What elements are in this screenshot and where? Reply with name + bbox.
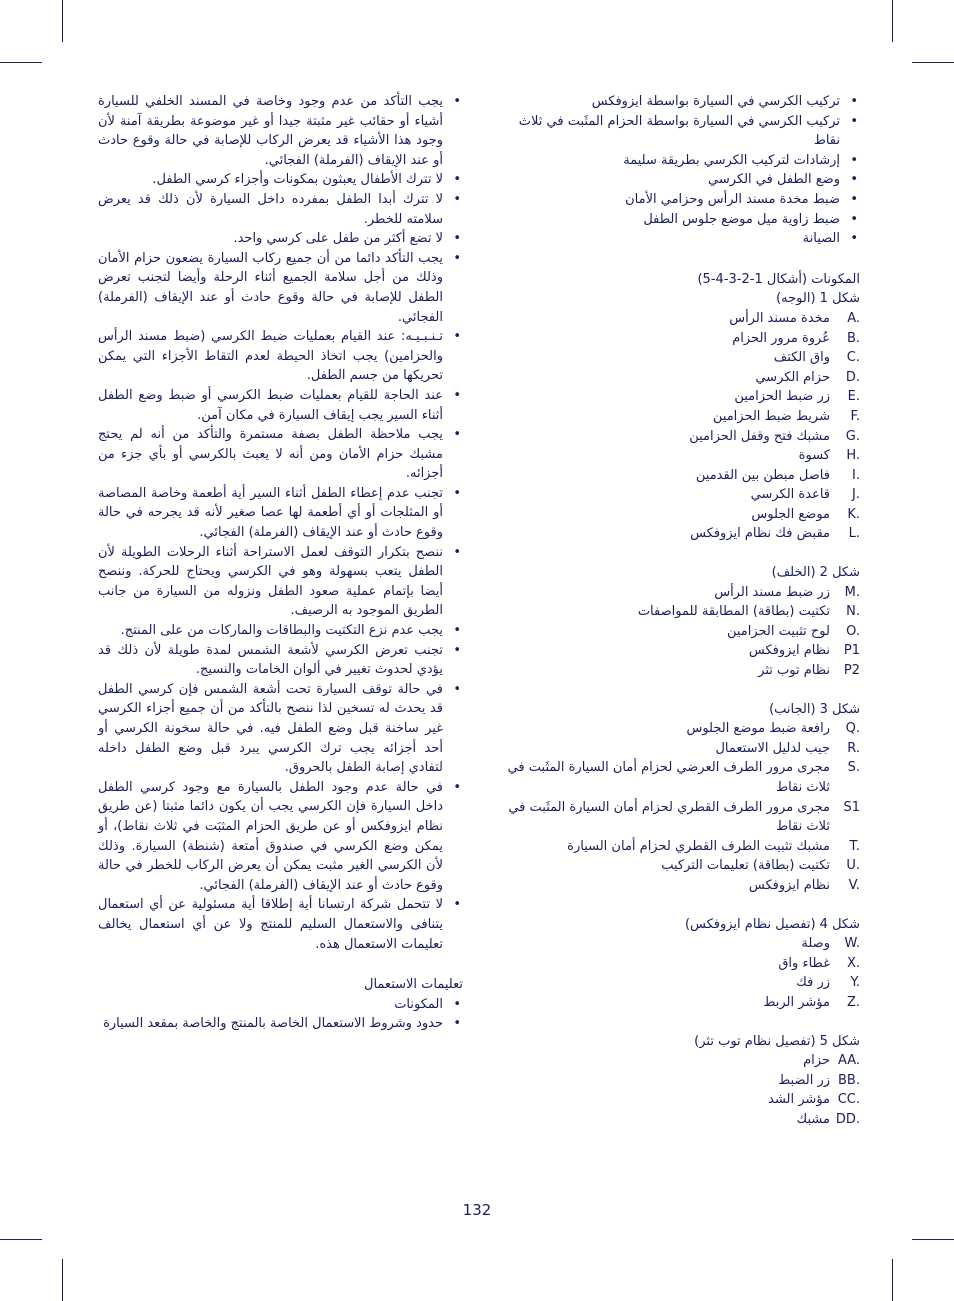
warning-item: • ننصح بتكرار التوقف لعمل الاستراحة أثناء الرحلات الطويلة لأن الطفل يتعب بسهولة وهو في الكرسي ويحتاج للحركة. وننصح أيضا بإتمام عملية صعود الطفل ونزوله من السيارة من جانب الطريق الموجود به الرصيف. xyxy=(98,543,463,621)
warning-item: • في حالة توقف السيارة تحت أشعة الشمس فإن كرسي الطفل قد يحدث له تسخين لذا ننصح بالتأكد من أن جميع أجزاء الكرسي غير ساخنة قبل وضع الطفل فيه. في حالة سخونة الكرسي أو أحد أجزائه يجب ترك الكرسي يبرد قبل وضع الطفل داخله لتفادي إصابة الطفل بالحروق. xyxy=(98,680,463,778)
component-text: نظام ايزوفكس xyxy=(748,643,830,659)
component-text: مشبك تثبيت الطرف القطري لحزام أمان السيارة xyxy=(567,838,830,854)
component-item xyxy=(495,602,860,622)
component-text: زر ضبط الحزامين xyxy=(734,389,830,405)
component-text: تكتيت (بطاقة) تعليمات التركيب xyxy=(661,858,830,874)
component-label: N. xyxy=(846,604,860,620)
component-label: A. xyxy=(847,310,860,326)
component-text: زر فك xyxy=(796,975,830,991)
warning-item: • تجنب تعرض الكرسي لأشعة الشمس لمدة طويلة لأن ذلك قد يؤدي لحدوث تغيير في ألوان الخامات والنسيج. xyxy=(98,641,463,680)
component-label: M. xyxy=(844,584,860,600)
component-text: وصلة xyxy=(801,936,830,952)
contents-item: • ضبط مخدة مسند الرأس وحزامي الأمان xyxy=(495,190,860,210)
figure-title: شكل 3 (الجانب) xyxy=(769,701,860,717)
contents-list xyxy=(495,92,860,249)
component-item xyxy=(495,758,860,797)
usage-item: • حدود وشروط الاستعمال الخاصة بالمنتج والخاصة بمقعد السيارة xyxy=(98,1014,463,1034)
component-label: S1 xyxy=(843,799,860,815)
figure-section xyxy=(495,289,860,544)
component-label: U. xyxy=(846,858,860,874)
usage-item: • المكونات xyxy=(98,995,463,1015)
component-label: T. xyxy=(849,838,860,854)
figure-section xyxy=(495,915,860,1013)
component-item xyxy=(495,505,860,525)
component-item xyxy=(495,329,860,349)
component-label: CC. xyxy=(837,1092,860,1108)
warning-item: • لا تتحمل شركة ارتسانا أية إطلاقا أية مسئولية عن أي استعمال يتنافى والاستعمال السليم للمنتج ولا عن أي استعمال يخالف تعليمات الاستعمال هذه. xyxy=(98,895,463,954)
component-text: مجرى مرور الطرف العرضي لحزام أمان السيارة المثَبت في ثلاث نقاط xyxy=(507,760,830,795)
figure-title: شكل 5 (تفصيل نظام توب تثر) xyxy=(694,1033,860,1049)
component-label: I. xyxy=(852,467,860,483)
component-text: غطاء واق xyxy=(778,955,830,971)
component-label: Y. xyxy=(850,975,860,991)
component-text: تكتيت (بطاقة) المطابقة للمواصفات xyxy=(637,604,830,620)
warning-item: • يجب عدم نزع التكتيت والبطاقات والماركات من على المنتج. xyxy=(98,621,463,641)
crop-mark xyxy=(912,1239,954,1240)
component-label: S. xyxy=(847,760,860,776)
component-item xyxy=(495,427,860,447)
figure-title: شكل 2 (الخلف) xyxy=(771,565,860,581)
component-text: نظام ايزوفكس xyxy=(748,877,830,893)
component-text: لوح تثبيت الحزامين xyxy=(726,623,830,639)
warning-item: • لا تترك الأطفال يعبثون بمكونات وأجزاء كرسي الطفل. xyxy=(98,170,463,190)
component-item xyxy=(495,954,860,974)
component-label: E. xyxy=(847,389,860,405)
component-label: O. xyxy=(846,623,860,639)
component-label: P1 xyxy=(843,643,860,659)
component-text: موضع الجلوس xyxy=(751,506,830,522)
component-label: G. xyxy=(845,428,860,444)
component-label: BB. xyxy=(838,1072,860,1088)
figures-list xyxy=(495,289,860,1129)
component-label: C. xyxy=(846,350,860,366)
component-item xyxy=(495,641,860,661)
component-text: عُروة مرور الحزام xyxy=(732,330,830,346)
figure-title: شكل 4 (تفصيل نظام ايزوفكس) xyxy=(684,916,860,932)
component-item xyxy=(495,1051,860,1071)
warning-item: • لا تترك أبدا الطفل بمفرده داخل السيارة لأن ذلك قد يعرض سلامته للخطر. xyxy=(98,190,463,229)
contents-item: • الصيانة xyxy=(495,229,860,249)
component-text: مجرى مرور الطرف القطري لحزام أمان السيارة المثَبت في ثلاث نقاط xyxy=(508,799,830,835)
component-item xyxy=(495,1110,860,1130)
component-item xyxy=(495,876,860,896)
component-item xyxy=(495,719,860,739)
component-text: مؤشر الشد xyxy=(768,1092,830,1108)
component-item xyxy=(495,622,860,642)
figure-section xyxy=(495,700,860,896)
safety-warnings-list xyxy=(98,92,463,954)
component-item xyxy=(495,661,860,681)
component-item xyxy=(495,934,860,954)
warning-item: • تجنب عدم إعطاء الطفل أثناء السير أية أطعمة وخاصة المصاصة أو المثلجات أو أي أطعمة لها عصا صغير لأنه قد يجرحه في حالة وقوع حادث أو عند الإيقاف (الفرملة) الفجائي. xyxy=(98,484,463,543)
crop-mark xyxy=(912,62,954,63)
crop-mark xyxy=(0,62,42,63)
component-item xyxy=(495,348,860,368)
component-item xyxy=(495,837,860,857)
component-label: P2 xyxy=(843,663,860,679)
usage-heading: تعليمات الاستعمال xyxy=(364,977,463,993)
component-text: مقبض فك نظام ايزوفكس xyxy=(690,526,830,542)
usage-contents-list xyxy=(98,995,463,1034)
warning-item: • لا تضع أكثر من طفل على كرسي واحد. xyxy=(98,229,463,249)
component-item xyxy=(495,524,860,544)
left-column xyxy=(98,92,463,1034)
component-text: زر ضبط مسند الرأس xyxy=(714,584,830,600)
component-item xyxy=(495,739,860,759)
component-item xyxy=(495,583,860,603)
component-item xyxy=(495,446,860,466)
component-text: واق الكتف xyxy=(773,350,830,366)
component-label: F. xyxy=(850,408,860,424)
contents-item: • تركيب الكرسي في السيارة بواسطة الحزام المثَبت في ثلاث نقاط xyxy=(495,112,860,151)
component-text: فاصل مبطن بين القدمين xyxy=(695,467,830,483)
components-heading: المكونات (أشكال 1-2-3-4-5) xyxy=(697,271,860,287)
component-item xyxy=(495,387,860,407)
component-label: Z. xyxy=(846,994,860,1010)
page-number: 132 xyxy=(462,1201,492,1219)
component-label: B. xyxy=(846,330,860,346)
component-item xyxy=(495,309,860,329)
component-text: حزام xyxy=(803,1053,830,1069)
component-text: قاعدة الكرسي xyxy=(750,487,830,503)
crop-mark xyxy=(892,1259,893,1301)
warning-item: • عند الحاجة للقيام بعمليات ضبط الكرسي أو ضبط وضع الطفل أثناء السير يجب إيقاف السيارة في مكان آمن. xyxy=(98,386,463,425)
warning-item: • تـنـبـيـه: عند القيام بعمليات ضبط الكرسي (ضبط مسند الرأس والحزامين) يجب اتخاذ الحيطة لعدم التقاط الأجزاء التي يمكن تحريكها من جسم الطفل. xyxy=(98,327,463,386)
component-text: مؤشر الربط xyxy=(763,994,830,1010)
warning-item: • في حالة عدم وجود الطفل بالسيارة مع وجود كرسي الطفل داخل السيارة فإن الكرسي يجب أن يكون دائما مثبتا (عن طريق نظام ايزوفكس أو عن طريق الحزام المثبَت في ثلاث نقاط)، أو يمكن وضع الكرسي في صندوق أمتعة (شنطة) السيارة. وذلك لأن الكرسي الغير مثبت يمكن أن يعرض الركاب للخطر في حالة وقوع حادث أو عند الإيقاف (الفرملة) الفجائي. xyxy=(98,778,463,896)
component-text: جيب لدليل الاستعمال xyxy=(715,740,830,756)
contents-item: • ضبط زاوية ميل موضع جلوس الطفل xyxy=(495,210,860,230)
component-item xyxy=(495,993,860,1013)
figure-section xyxy=(495,563,860,681)
component-text: رافعة ضبط موضع الجلوس xyxy=(686,721,830,737)
crop-mark xyxy=(62,1259,63,1301)
component-item xyxy=(495,798,860,837)
component-label: J. xyxy=(852,487,860,503)
component-label: L. xyxy=(848,526,860,542)
component-text: مخدة مسند الرأس xyxy=(729,310,830,326)
component-item xyxy=(495,466,860,486)
right-column xyxy=(495,92,860,1130)
crop-mark xyxy=(62,0,63,42)
component-text: نظام توب تثر xyxy=(758,663,830,679)
component-label: X. xyxy=(846,955,860,971)
component-text: زر الضبط xyxy=(778,1072,830,1088)
component-label: R. xyxy=(847,740,860,756)
component-label: Q. xyxy=(845,721,860,737)
figure-title: شكل 1 (الوجه) xyxy=(776,291,860,307)
component-label: K. xyxy=(847,506,860,522)
contents-item: • وضع الطفل في الكرسي xyxy=(495,170,860,190)
contents-item: • تركيب الكرسي في السيارة بواسطة ايزوفكس xyxy=(495,92,860,112)
component-text: مشبك xyxy=(796,1111,830,1127)
contents-item: • إرشادات لتركيب الكرسي بطريقة سليمة xyxy=(495,151,860,171)
component-text: مشبك فتح وقفل الحزامين xyxy=(689,428,830,444)
component-text: شريط ضبط الحزامين xyxy=(712,408,830,424)
warning-item: • يجب التأكد دائما من أن جميع ركاب السيارة يضعون حزام الأمان وذلك من أجل سلامة الجميع أثناء الرحلة وأيضا لتجنب تعرض الطفل للإصابة في حالة وقوع حادث أو عند الإيقاف (الفرملة) الفجائي. xyxy=(98,249,463,327)
component-label: W. xyxy=(844,936,860,952)
component-item xyxy=(495,407,860,427)
component-text: حزام الكرسي xyxy=(755,369,830,385)
component-label: V. xyxy=(848,877,860,893)
crop-mark xyxy=(892,0,893,42)
component-item xyxy=(495,856,860,876)
warning-item: • يجب التأكد من عدم وجود وخاصة في المسند الخلفي للسيارة أشياء أو حقائب غير مثبتة جيدا أو غير موضوعة بطريقة آمنة لأن وجود هذا الأشياء قد يعرض الركاب للإصابة في حالة وقوع حادث أو عند الإيقاف (الفرملة) الفجائي. xyxy=(98,92,463,170)
component-label: AA. xyxy=(837,1053,860,1069)
component-text: كسوة xyxy=(798,448,830,464)
component-label: D. xyxy=(845,369,860,385)
component-label: H. xyxy=(846,448,860,464)
component-item xyxy=(495,368,860,388)
warning-item: • يجب ملاحظة الطفل بصفة مستمرة والتأكد من أنه لم يحتج مشبك حزام الأمان ومن أنه لا يعبث بالكرسي أو بأي جزء من أجزائه. xyxy=(98,425,463,484)
crop-mark xyxy=(0,1239,42,1240)
component-item xyxy=(495,1071,860,1091)
component-item xyxy=(495,973,860,993)
component-label: DD. xyxy=(835,1111,860,1127)
figure-section xyxy=(495,1032,860,1130)
component-item xyxy=(495,1090,860,1110)
component-item xyxy=(495,485,860,505)
